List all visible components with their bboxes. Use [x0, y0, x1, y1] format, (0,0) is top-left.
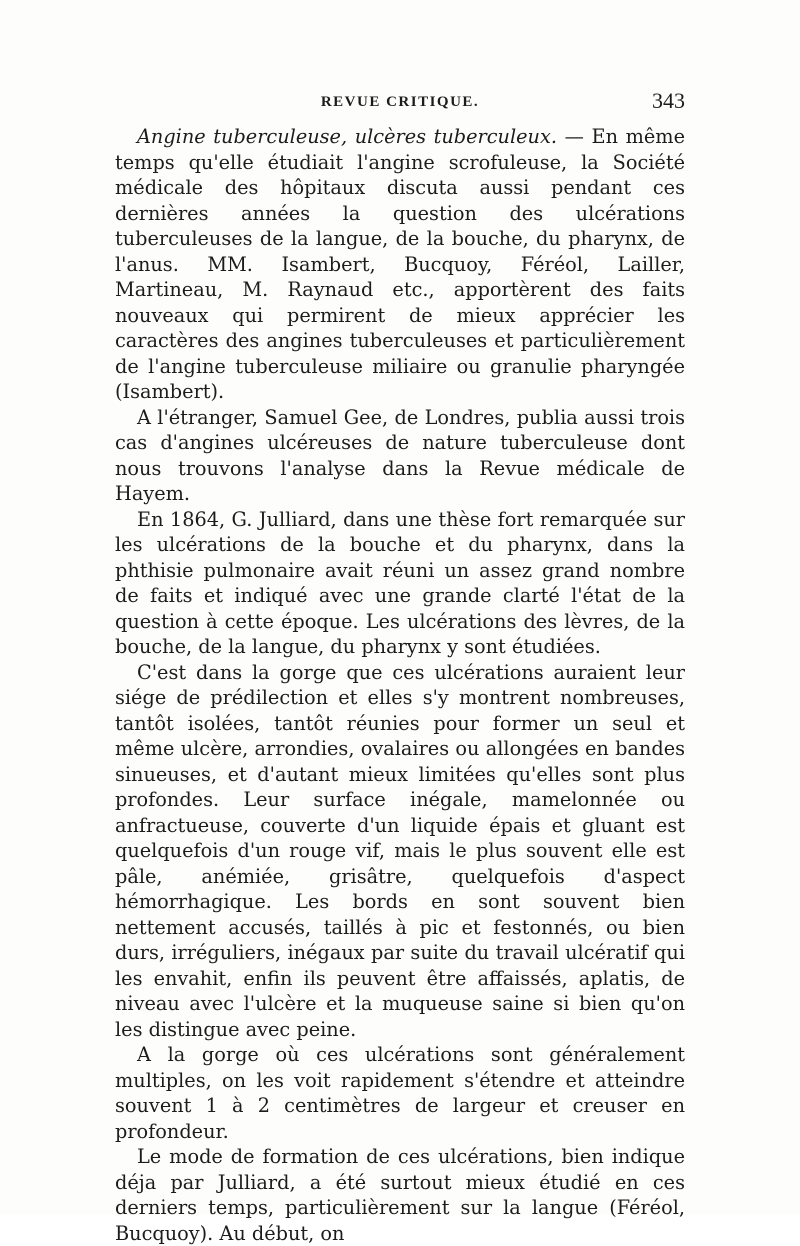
paragraph-text: Le mode de formation de ces ulcérations, bien indique déja par Julliard, a été surtout mieux étudié en ces derniers temps, particulièrement sur la langue (Féréol, Bucquoy). Au début, on [115, 1145, 685, 1245]
paragraph [115, 507, 685, 660]
paragraph [115, 1144, 685, 1246]
running-head [115, 88, 685, 118]
paragraph-text: A la gorge où ces ulcérations sont généralement multiples, on les voit rapidement s'étendre et atteindre souvent 1 à 2 centimètres de largeur et creuser en profondeur. [115, 1043, 685, 1143]
paragraph [115, 405, 685, 507]
section-heading-italic: Angine tuberculeuse, ulcères tuberculeux. [137, 125, 557, 148]
paragraph-text: En 1864, G. Julliard, dans une thèse fort remarquée sur les ulcérations de la bouche et du pharynx, dans la phthisie pulmonaire avait réuni un assez grand nombre de faits et indiqué avec une grande clarté l'état de la question à cette époque. Les ulcérations des lèvres, de la bouche, de la langue, du pharynx y sont étudiées. [115, 507, 685, 658]
paragraph [115, 124, 685, 405]
body-text [115, 124, 685, 1246]
paragraph [115, 1042, 685, 1144]
paragraph-text: — En même temps qu'elle étudiait l'angine scrofuleuse, la Société médicale des hôpitaux discuta aussi pendant ces dernières années la question des ulcérations tuberculeuses de la langue, de la bouche, du pharynx, de l'anus. MM. Isambert, Bucquoy, Féréol, Lailler, Martineau, M. Raynaud etc., apportèrent des faits nouveaux qui permirent de mieux apprécier les caractères des angines tuberculeuses et particulièrement de l'angine tuberculeuse miliaire ou granulie pharyngée (Isambert). [115, 125, 685, 403]
paragraph-text: C'est dans la gorge que ces ulcérations auraient leur siége de prédilection et elles s'y montrent nombreuses, tantôt isolées, tantôt réunies pour former un seul et même ulcère, arrondies, ovalaires ou allongées en bandes sinueuses, et d'autant mieux limitées qu'elles sont plus profondes. Leur surface inégale, mamelonnée ou anfractueuse, couverte d'un liquide épais et gluant est quelquefois d'un rouge vif, mais le plus souvent elle est pâle, anémiée, grisâtre, quelquefois d'aspect hémorrhagique. Les bords en sont souvent bien nettement accusés, taillés à pic et festonnés, ou bien durs, irréguliers, inégaux par suite du travail ulcératif qui les envahit, enfin ils peuvent être affaissés, aplatis, de niveau avec l'ulcère et la muqueuse saine si bien qu'on les distingue avec peine. [115, 660, 685, 1041]
paragraph [115, 660, 685, 1043]
header-title: REVUE CRITIQUE. [320, 94, 480, 110]
paragraph-text: A l'étranger, Samuel Gee, de Londres, publia aussi trois cas d'angines ulcéreuses de nature tuberculeuse dont nous trouvons l'analyse dans la Revue médicale de Hayem. [115, 405, 685, 505]
page-number: 343 [652, 88, 685, 113]
